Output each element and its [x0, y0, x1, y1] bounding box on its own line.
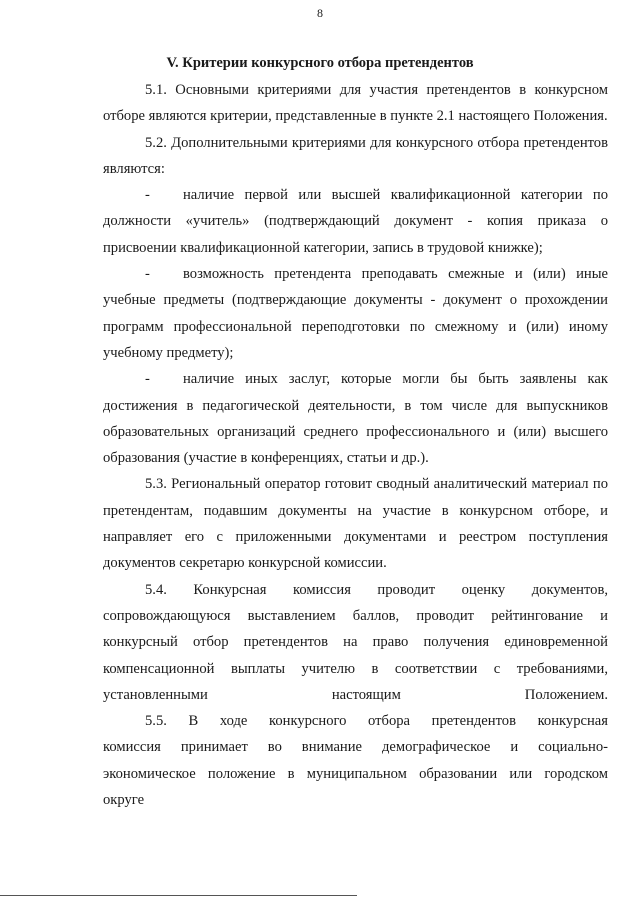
paragraph-5-1: 5.1. Основными критериями для участия претендентов в конкурсном отборе являются критерии, представленные в пункте 2.1 настоящего Положения. [103, 82, 608, 125]
list-dash: - [145, 371, 150, 388]
list-item-text: наличие первой или высшей квалификационной категории по должности «учитель» (подтверждающий документ - копия приказа о присвоении квалификационной категории, запись в трудовой книжке); [103, 187, 608, 256]
list-item-text: возможность претендента преподавать смежные и (или) иные учебные предметы (подтверждающие документы - документ о прохождении программ профессиональной переподготовки по смежному и (или) иному учебному предмету); [103, 266, 608, 361]
paragraph-5-5: 5.5. В ходе конкурсного отбора претендентов конкурсная комиссия принимает во внимание демографическое и социально-экономическое положение в муниципальном образовании или городском округе [103, 713, 608, 809]
document-body [103, 77, 608, 813]
paragraph-5-2: 5.2. Дополнительными критериями для конкурсного отбора претендентов являются: [103, 134, 608, 177]
footer-rule [0, 895, 357, 896]
list-item-text: наличие иных заслуг, которые могли бы быть заявлены как достижения в педагогической деятельности, в том числе для выпускников образовательных организаций среднего профессионального и (или) высшего образования (участие в конференциях, статьи и др.). [103, 371, 608, 467]
list-dash: - [145, 187, 150, 204]
list-dash: - [145, 266, 150, 283]
section-title: V. Критерии конкурсного отбора претендентов [166, 55, 474, 71]
paragraph-5-4: 5.4. Конкурсная комиссия проводит оценку документов, сопровождающуюся выставлением баллов, проводит рейтингование и конкурсный отбор претендентов на право получения единовременной компенсационной выплаты учителю в соответствии с требованиями, установленными настоящим Положением. [103, 581, 608, 703]
list-item [103, 366, 608, 471]
page-number: 8 [317, 6, 323, 20]
list-item [103, 261, 608, 366]
list-item [103, 182, 608, 261]
paragraph-5-3: 5.3. Региональный оператор готовит сводный аналитический материал по претендентам, подавшим документы на участие в конкурсном отборе, и направляет его с приложенными документами и реестром поступления документов секретарю конкурсной комиссии. [103, 476, 608, 572]
